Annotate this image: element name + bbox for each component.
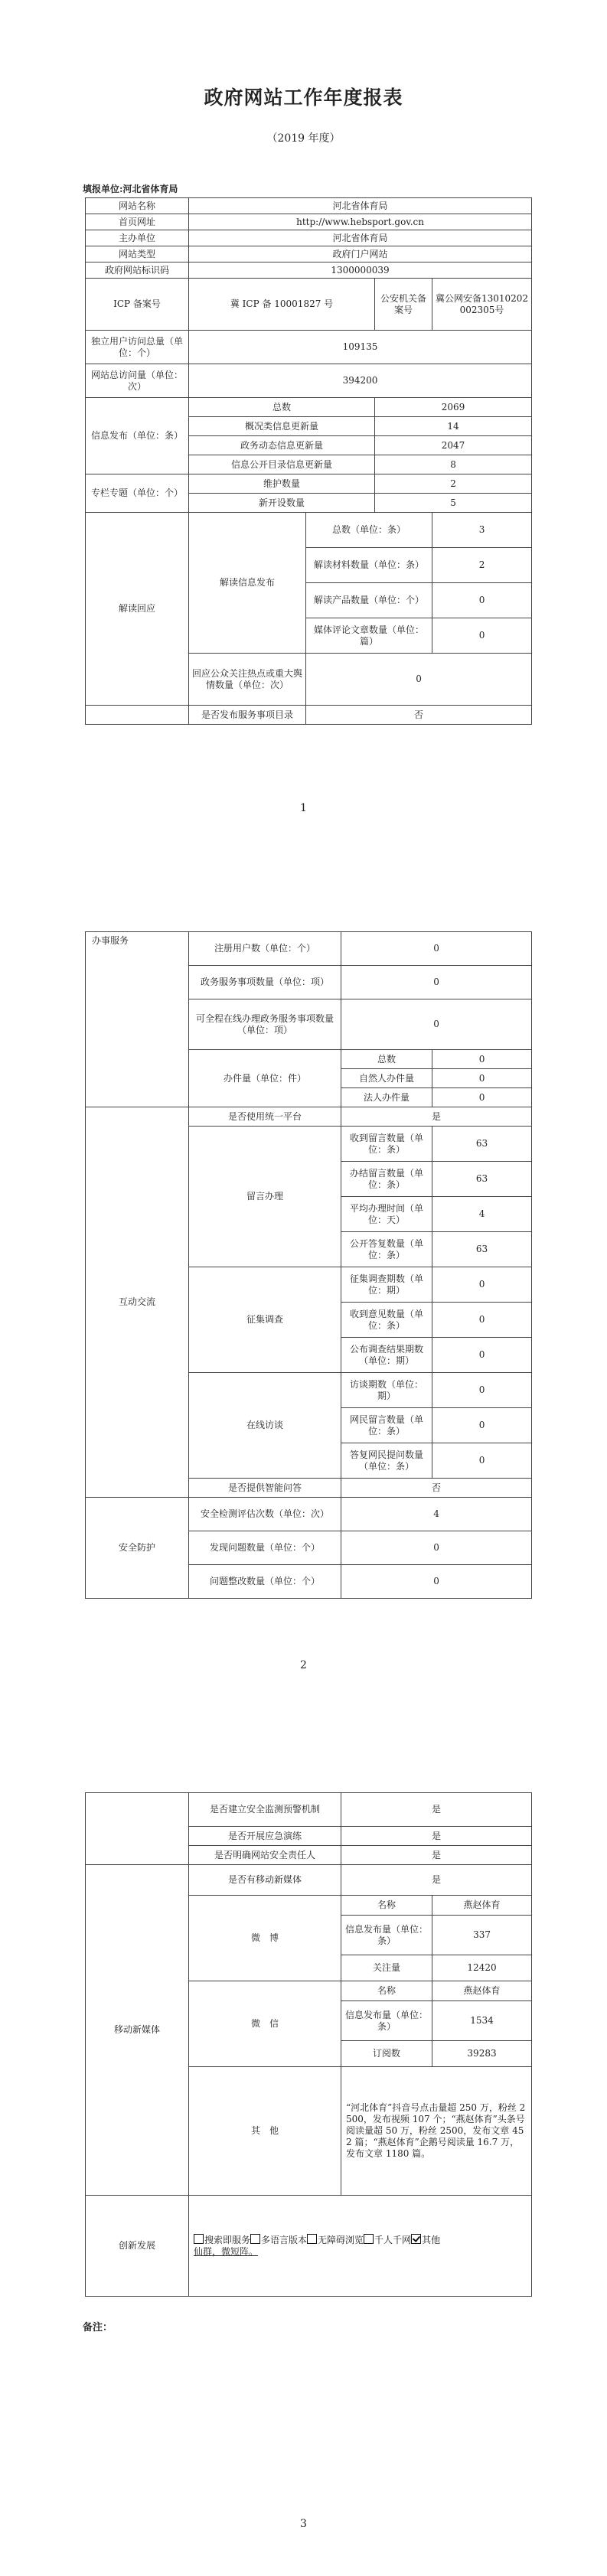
opt-accessible: 无障碍浏览 — [318, 2235, 364, 2245]
handled-legal: 0 — [432, 1088, 532, 1107]
opt-other-text: 仙群，微短阵。 — [194, 2246, 259, 2257]
talk-count: 0 — [432, 1373, 532, 1408]
service-label: 办事服务 — [86, 932, 189, 1107]
weibo-fans-label: 关注量 — [341, 1955, 432, 1981]
survey-label: 征集调查 — [189, 1267, 341, 1373]
hot-topic-label: 回应公众关注热点或重大舆情数量（单位：次） — [189, 654, 306, 706]
users: 0 — [341, 932, 532, 966]
pv-label: 网站总访问量（单位：次） — [86, 364, 189, 398]
talk-msg-label: 网民留言数量（单位：条） — [341, 1408, 432, 1443]
platform: 是 — [341, 1107, 532, 1127]
home-url-label: 首页网址 — [86, 214, 189, 230]
survey-opinion: 0 — [432, 1303, 532, 1338]
blank-cell — [86, 706, 189, 725]
handled-person: 0 — [432, 1069, 532, 1088]
interp-product: 0 — [432, 583, 532, 618]
info-dynamic-label: 政务动态信息更新量 — [189, 436, 375, 455]
wechat-name: 燕赵体育 — [432, 1981, 532, 2001]
interp-label: 解读信息发布 — [189, 513, 306, 654]
msg-received-label: 收到留言数量（单位：条） — [341, 1127, 432, 1162]
talk-msg: 0 — [432, 1408, 532, 1443]
wechat-name-label: 名称 — [341, 1981, 432, 2001]
checkbox-accessible[interactable] — [307, 2234, 317, 2244]
monitor: 是 — [341, 1793, 532, 1827]
msg-received: 63 — [432, 1127, 532, 1162]
info-overview-label: 概况类信息更新量 — [189, 417, 375, 436]
drill: 是 — [341, 1827, 532, 1846]
weibo-fans: 12420 — [432, 1955, 532, 1981]
msg-label: 留言办理 — [189, 1127, 341, 1267]
icp-number: 冀 ICP 备 10001827 号 — [189, 279, 375, 331]
notes-label: 备注： — [83, 2322, 113, 2333]
survey-result: 0 — [432, 1338, 532, 1373]
msg-days: 4 — [432, 1197, 532, 1232]
info-total-label: 总数 — [189, 398, 375, 417]
police-label: 公安机关备案号 — [375, 279, 432, 331]
found-label: 发现问题数量（单位：个） — [189, 1531, 341, 1565]
info-total: 2069 — [375, 398, 532, 417]
check: 4 — [341, 1498, 532, 1531]
page-number-1: 1 — [300, 802, 307, 814]
msg-public: 63 — [432, 1232, 532, 1267]
talk-count-label: 访谈期数（单位：期） — [341, 1373, 432, 1408]
wechat-subs-label: 订阅数 — [341, 2041, 432, 2067]
host-label: 主办单位 — [86, 230, 189, 246]
handled-legal-label: 法人办件量 — [341, 1088, 432, 1107]
survey-opinion-label: 收到意见数量（单位：条） — [341, 1303, 432, 1338]
column-maintain: 2 — [375, 474, 532, 494]
fixed-label: 问题整改数量（单位：个） — [189, 1565, 341, 1599]
users-label: 注册用户数（单位：个） — [189, 932, 341, 966]
responsible-label: 是否明确网站安全责任人 — [189, 1846, 341, 1865]
survey-count-label: 征集调查期数（单位：期） — [341, 1267, 432, 1303]
handled-total-label: 总数 — [341, 1050, 432, 1069]
info-catalog: 8 — [375, 455, 532, 474]
wechat-posts-label: 信息发布量（单位：条） — [341, 2001, 432, 2041]
online-items-label: 可全程在线办理政务服务事项数量（单位：项） — [189, 999, 341, 1050]
opt-multilang: 多语言版本 — [261, 2235, 308, 2245]
interp-media-label: 媒体评论文章数量（单位：篇） — [306, 618, 432, 654]
interp-material: 2 — [432, 548, 532, 583]
innovation-options — [189, 2196, 532, 2297]
hot-topic: 0 — [306, 654, 532, 706]
site-name-label: 网站名称 — [86, 198, 189, 214]
survey-result-label: 公布调查结果期数（单位：期） — [341, 1338, 432, 1373]
info-dynamic: 2047 — [375, 436, 532, 455]
weibo-label: 微 博 — [189, 1896, 341, 1981]
found: 0 — [341, 1531, 532, 1565]
responsible: 是 — [341, 1846, 532, 1865]
check-label: 安全检测评估次数（单位：次） — [189, 1498, 341, 1531]
qa-label: 是否提供智能问答 — [189, 1479, 341, 1498]
handled-label: 办件量（单位：件） — [189, 1050, 341, 1107]
pv-value: 394200 — [189, 364, 532, 398]
wechat-subs: 39283 — [432, 2041, 532, 2067]
site-code-label: 政府网站标识码 — [86, 262, 189, 279]
media-has: 是 — [341, 1865, 532, 1896]
weibo-posts-label: 信息发布量（单位：条） — [341, 1916, 432, 1955]
site-type: 政府门户网站 — [189, 246, 532, 262]
site-type-label: 网站类型 — [86, 246, 189, 262]
uv-value: 109135 — [189, 331, 532, 364]
weibo-posts: 337 — [432, 1916, 532, 1955]
monitor-label: 是否建立安全监测预警机制 — [189, 1793, 341, 1827]
icp-label: ICP 备案号 — [86, 279, 189, 331]
wechat-posts: 1534 — [432, 2001, 532, 2041]
info-catalog-label: 信息公开目录信息更新量 — [189, 455, 375, 474]
survey-count: 0 — [432, 1267, 532, 1303]
opt-personalized: 千人千网 — [374, 2235, 412, 2245]
other-media-label: 其 他 — [189, 2067, 341, 2196]
interact-label: 互动交流 — [86, 1107, 189, 1498]
info-overview: 14 — [375, 417, 532, 436]
media-label: 移动新媒体 — [86, 1865, 189, 2196]
items-label: 政务服务事项数量（单位：项） — [189, 966, 341, 999]
interp-media: 0 — [432, 618, 532, 654]
handled-total: 0 — [432, 1050, 532, 1069]
interp-total-label: 总数（单位：条） — [306, 513, 432, 548]
security-cont-cell — [86, 1793, 189, 1865]
home-url: http://www.hebsport.gov.cn — [189, 214, 532, 230]
security-label: 安全防护 — [86, 1498, 189, 1599]
wechat-label: 微 信 — [189, 1981, 341, 2067]
service-catalog-label: 是否发布服务事项目录 — [189, 706, 306, 725]
page-number-3: 3 — [300, 2518, 307, 2530]
site-code: 1300000039 — [189, 262, 532, 279]
handled-person-label: 自然人办件量 — [341, 1069, 432, 1088]
report-year: （2019 年度） — [266, 132, 341, 145]
report-table-page3 — [85, 1792, 532, 2297]
platform-label: 是否使用统一平台 — [189, 1107, 341, 1127]
interp-material-label: 解读材料数量（单位：条） — [306, 548, 432, 583]
checkbox-other[interactable] — [411, 2234, 421, 2244]
checkbox-search-service[interactable] — [194, 2234, 204, 2244]
opt-search-service: 搜索即服务 — [204, 2235, 251, 2245]
fill-unit: 填报单位:河北省体育局 — [83, 184, 178, 194]
drill-label: 是否开展应急演练 — [189, 1827, 341, 1846]
weibo-name-label: 名称 — [341, 1896, 432, 1916]
innovation-label: 创新发展 — [86, 2196, 189, 2297]
talk-answer-label: 答复网民提问数量（单位：条） — [341, 1443, 432, 1479]
opt-other: 其他 — [422, 2235, 441, 2245]
report-table-page1 — [85, 197, 532, 725]
column-new-label: 新开设数量 — [189, 494, 375, 513]
qa: 否 — [341, 1479, 532, 1498]
other-media-text: “河北体育”抖音号点击量超 250 万，粉丝 2500，发布视频 107 个；“燕赵体育”头条号阅读量超 50 万，粉丝 2500，发布文章 452 篇；“燕赵体育”企鹅号阅读量 16.7 万，发布文章 1180 篇。 — [341, 2067, 532, 2196]
msg-days-label: 平均办理时间（单位：天） — [341, 1197, 432, 1232]
fixed: 0 — [341, 1565, 532, 1599]
info-label: 信息发布（单位：条） — [86, 398, 189, 474]
msg-done-label: 办结留言数量（单位：条） — [341, 1162, 432, 1197]
interp-product-label: 解读产品数量（单位：个） — [306, 583, 432, 618]
interp-total: 3 — [432, 513, 532, 548]
checkbox-multilang[interactable] — [250, 2234, 260, 2244]
page-number-2: 2 — [300, 1659, 307, 1671]
uv-label: 独立用户访问总量（单位：个） — [86, 331, 189, 364]
online-items: 0 — [341, 999, 532, 1050]
weibo-name: 燕赵体育 — [432, 1896, 532, 1916]
items: 0 — [341, 966, 532, 999]
msg-public-label: 公开答复数量（单位：条） — [341, 1232, 432, 1267]
msg-done: 63 — [432, 1162, 532, 1197]
column-maintain-label: 维护数量 — [189, 474, 375, 494]
column-new: 5 — [375, 494, 532, 513]
talk-answer: 0 — [432, 1443, 532, 1479]
response-label: 解读回应 — [86, 513, 189, 706]
checkbox-personalized[interactable] — [364, 2234, 374, 2244]
report-table-page2 — [85, 931, 532, 1599]
column-label: 专栏专题（单位：个） — [86, 474, 189, 513]
media-has-label: 是否有移动新媒体 — [189, 1865, 341, 1896]
online-talk-label: 在线访谈 — [189, 1373, 341, 1479]
host: 河北省体育局 — [189, 230, 532, 246]
service-catalog: 否 — [306, 706, 532, 725]
site-name: 河北省体育局 — [189, 198, 532, 214]
police-number: 冀公网安备13010202002305号 — [432, 279, 532, 331]
page-title: 政府网站工作年度报表 — [204, 86, 403, 109]
